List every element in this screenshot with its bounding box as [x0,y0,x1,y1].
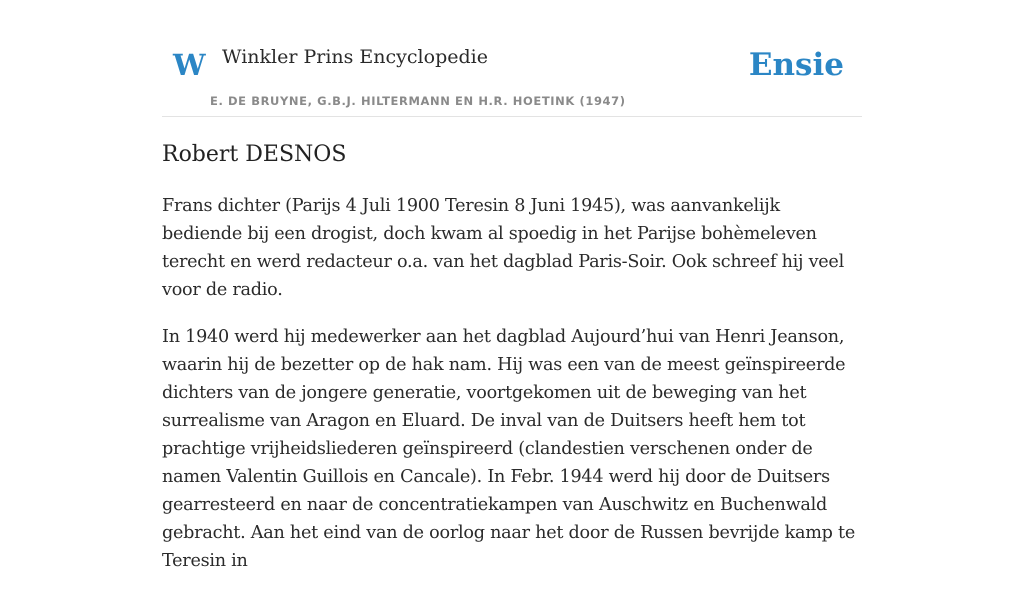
site-header [162,0,862,117]
authors-line: E. DE BRUYNE, G.B.J. HILTERMANN EN H.R. HOETINK (1947) [210,94,626,108]
article [162,140,864,594]
ensie-brand-logo[interactable]: Ensie [748,47,844,83]
site-title[interactable]: Winkler Prins Encyclopedie [222,46,488,68]
article-title: Robert DESNOS [162,142,347,167]
article-paragraph: In 1940 werd hij medewerker aan het dagblad Aujourd’hui van Henri Jeanson, waarin hij de bezetter op de hak nam. Hij was een van de meest geïnspireerde dichters van de jongere generatie, voortgekomen uit de beweging van het surrealisme van Aragon en Eluard. De inval van de Duitsers heeft hem tot prachtige vrijheidsliederen geïnspireerd (clandestien verschenen onder de namen Valentin Guillois en Cancale). In Febr. 1944 werd hij door de Duitsers gearresteerd en naar de concentratiekampen van Auschwitz en Buchenwald gebracht. Aan het eind van de oorlog naar het door de Russen bevrijde kamp te Teresin in [162,327,856,571]
article-paragraph: Frans dichter (Parijs 4 Juli 1900 Teresin 8 Juni 1945), was aanvankelijk bediende bij een drogist, doch kwam al spoedig in het Parijse bohèmeleven terecht en werd redacteur o.a. van het dagblad Paris-Soir. Ook schreef hij veel voor de radio. [162,196,844,300]
winkler-prins-logo-icon[interactable]: W [173,48,206,82]
